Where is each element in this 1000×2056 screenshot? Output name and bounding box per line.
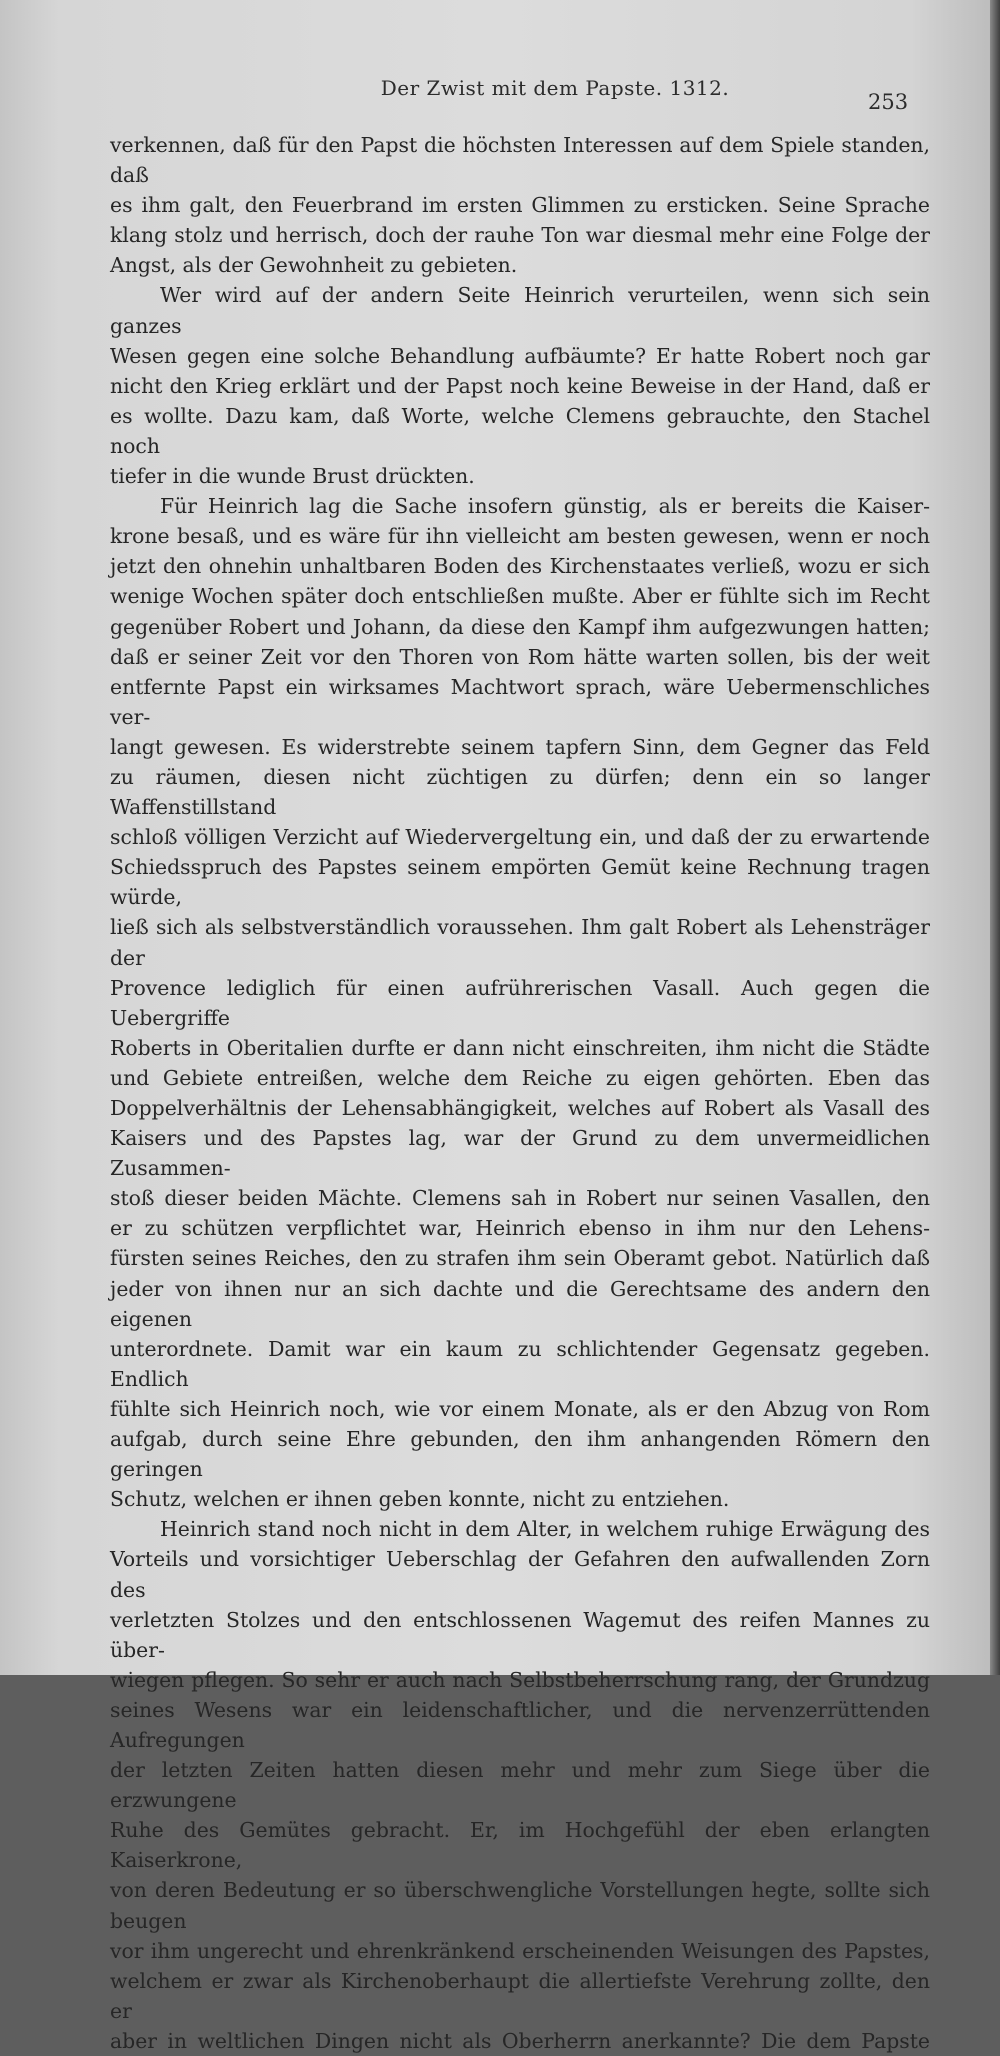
text-line: langt gewesen. Es widerstrebte seinem tapfern Sinn, dem Gegner das Feld [110,734,930,759]
text-line: vor ihm ungerecht und ehrenkränkend erscheinenden Weisungen des Papstes, [110,1938,930,1963]
text-line: seines Wesens war ein leidenschaftlicher, und die nervenzerrüttenden Aufregungen [110,1697,930,1752]
text-line: jetzt den ohnehin unhaltbaren Boden des Kirchenstaates verließ, wozu er sich [110,554,930,579]
text-line: Vorteils und vorsichtiger Ueberschlag der Gefahren den aufwallenden Zorn des [110,1547,930,1602]
text-line: Angst, als der Gewohnheit zu gebieten. [110,253,518,278]
text-line: welchem er zwar als Kirchenoberhaupt die allertiefste Verehrung zollte, den er [110,1968,930,2023]
text-line: zu räumen, diesen nicht züchtigen zu dürfen; denn ein so langer Waffenstillstand [110,764,930,820]
body-text [110,130,930,2056]
text-line: verkennen, daß für den Papst die höchsten Interessen auf dem Spiele standen, daß [110,133,930,188]
text-line: aufgab, durch seine Ehre gebunden, den ihm anhangenden Römern den geringen [110,1427,930,1482]
text-line: wenige Wochen später doch entschließen mußte. Aber er fühlte sich im Recht [110,584,930,609]
text-line: verletzten Stolzes und den entschlossenen Wagemut des reifen Mannes zu über- [110,1607,930,1662]
text-line: Schutz, welchen er ihnen geben konnte, nicht zu entziehen. [110,1487,730,1512]
text-line: Provence lediglich für einen aufrührerischen Vasall. Auch gegen die Uebergriffe [110,975,930,1030]
text-line: unterordnete. Damit war ein kaum zu schlichtender Gegensatz gegeben. Endlich [110,1336,930,1391]
text-line: fühlte sich Heinrich noch, wie vor einem Monate, als er den Abzug von Rom [110,1396,930,1421]
text-line: daß er seiner Zeit vor den Thoren von Rom hätte warten sollen, bis der weit [110,644,930,669]
text-line: ließ sich als selbstverständlich voraussehen. Ihm galt Robert als Lehensträger der [110,915,930,970]
text-line: es wollte. Dazu kam, daß Worte, welche Clemens gebrauchte, den Stachel noch [110,403,930,458]
text-line: Kaisers und des Papstes lag, war der Grund zu dem unvermeidlichen Zusammen- [110,1126,930,1181]
text-line: Doppelverhältnis der Lehensabhängigkeit, welches auf Robert als Vasall des [110,1096,930,1120]
running-title: Der Zwist mit dem Papste. 1312. [380,76,730,100]
text-line: es ihm galt, den Feuerbrand im ersten Glimmen zu ersticken. Seine Sprache [110,193,930,218]
text-line: nicht den Krieg erklärt und der Papst noch keine Beweise in der Hand, daß er [110,373,930,398]
text-line: Schiedsspruch des Papstes seinem empörten Gemüt keine Rechnung tragen würde, [110,855,930,910]
text-line: er zu schützen verpflichtet war, Heinrich ebenso in ihm nur den Lehens- [110,1216,930,1241]
text-line: der letzten Zeiten hatten diesen mehr und mehr zum Siege über die erzwungene [110,1758,930,1813]
text-line: entfernte Papst ein wirksames Machtwort sprach, wäre Uebermenschliches ver- [110,674,930,729]
text-line: jeder von ihnen nur an sich dachte und die Gerechtsame des andern den eigenen [110,1276,930,1331]
page-edge-shadow [990,0,1000,1675]
text-line: schloß völligen Verzicht auf Wiedervergeltung ein, und daß der zu erwartende [110,825,930,850]
text-line: klang stolz und herrisch, doch der rauhe Ton war diesmal mehr eine Folge der [110,223,930,248]
text-line: stoß dieser beiden Mächte. Clemens sah in Robert nur seinen Vasallen, den [110,1186,930,1211]
text-line: von deren Bedeutung er so überschwengliche Vorstellungen hegte, sollte sich beugen [110,1878,930,1933]
text-line: Für Heinrich lag die Sache insofern günstig, als er bereits die Kaiser- [160,494,930,519]
text-line: und Gebiete entreißen, welche dem Reiche zu eigen gehörten. Eben das [110,1065,930,1090]
text-line: Roberts in Oberitalien durfte er dann nicht einschreiten, ihm nicht die Städte [110,1035,930,1060]
text-line: fürsten seines Reiches, den zu strafen ihm sein Oberamt gebot. Natürlich daß [110,1246,930,1271]
page-number: 253 [868,90,909,114]
text-line: aber in weltlichen Dingen nicht als Oberherrn anerkannte? Die dem Papste [110,2028,930,2053]
text-line: Heinrich stand noch nicht in dem Alter, in welchem ruhige Erwägung des [160,1517,930,1542]
text-line: Wer wird auf der andern Seite Heinrich verurteilen, wenn sich sein ganzes [110,283,930,338]
text-line: wiegen pflegen. So sehr er auch nach Selbstbeherrschung rang, der Grundzug [110,1667,930,1692]
text-line: Wesen gegen eine solche Behandlung aufbäumte? Er hatte Robert noch gar [110,343,930,368]
text-line: krone besaß, und es wäre für ihn vielleicht am besten gewesen, wenn er noch [110,524,930,549]
text-line: Ruhe des Gemütes gebracht. Er, im Hochgefühl der eben erlangten Kaiserkrone, [110,1818,930,1873]
text-line: gegenüber Robert und Johann, da diese den Kampf ihm aufgezwungen hatten; [110,614,930,639]
text-line: tiefer in die wunde Brust drückten. [110,464,475,489]
